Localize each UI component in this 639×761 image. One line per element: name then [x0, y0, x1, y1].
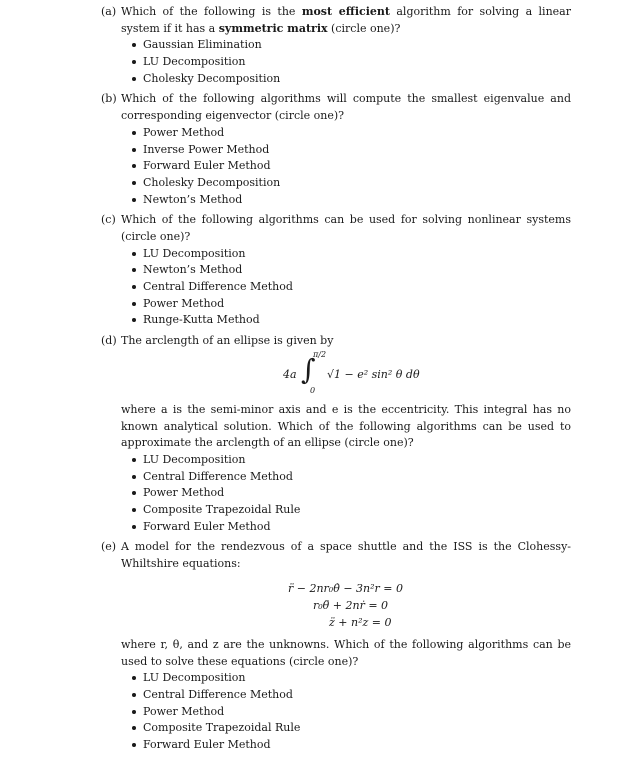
question-text-continued: where r, θ, and z are the unknowns. Which of the following algorithms can be used to solve these equations (circle one)? — [121, 637, 571, 668]
equation-system — [0, 573, 639, 637]
option-item[interactable]: LU Decomposition — [0, 670, 639, 687]
option-item[interactable]: Forward Euler Method — [0, 737, 639, 754]
option-item[interactable]: LU Decomposition — [0, 452, 639, 469]
option-item[interactable]: Gaussian Elimination — [0, 37, 639, 54]
option-item[interactable]: Power Method — [0, 296, 639, 313]
option-item[interactable]: Power Method — [0, 125, 639, 142]
option-item[interactable]: Inverse Power Method — [0, 142, 639, 159]
option-item[interactable]: Runge-Kutta Method — [0, 312, 639, 329]
option-item[interactable]: Forward Euler Method — [0, 519, 639, 536]
option-item[interactable]: Central Difference Method — [0, 279, 639, 296]
option-item[interactable]: Cholesky Decomposition — [0, 71, 639, 88]
integral-sign-icon: ∫ — [301, 352, 316, 386]
question-label: (b) — [101, 92, 117, 106]
question-text: Which of the following algorithms will compute the smallest eigenvalue and corresponding eigenvector (circle one)? — [121, 92, 571, 123]
question-label: (a) — [101, 5, 117, 18]
question-c — [0, 212, 639, 329]
exam-page — [0, 4, 639, 754]
emphasis-symmetric-matrix: symmetric matrix — [218, 21, 328, 35]
integral-lower-limit: 0 — [310, 385, 316, 395]
option-list — [0, 246, 639, 329]
question-label: (d) — [101, 334, 117, 348]
emphasis-most-efficient: most efficient — [301, 5, 390, 18]
option-item[interactable]: LU Decomposition — [0, 246, 639, 263]
question-label: (c) — [101, 213, 116, 227]
question-text: Which of the following is the most efficient algorithm for solving a linear system if it has a symmetric matrix (circle one)? — [121, 5, 571, 35]
option-item[interactable]: Composite Trapezoidal Rule — [0, 502, 639, 519]
question-b — [0, 91, 639, 208]
option-list — [0, 37, 639, 87]
equation-line: z̈ + n²z = 0 — [329, 615, 392, 629]
formula-integrand: √1 − e² sin² θ dθ — [327, 367, 420, 381]
option-item[interactable]: Composite Trapezoidal Rule — [0, 720, 639, 737]
option-item[interactable]: Central Difference Method — [0, 469, 639, 486]
integral-upper-limit: π/2 — [313, 349, 327, 359]
question-text: The arclength of an ellipse is given by — [121, 334, 334, 348]
option-list — [0, 125, 639, 208]
question-text: Which of the following algorithms can be used for solving nonlinear systems (circle one)? — [121, 213, 571, 244]
equation-line: r₀θ̈ + 2nṙ = 0 — [313, 598, 389, 612]
option-list — [0, 452, 639, 535]
question-a — [0, 4, 639, 87]
arclength-formula — [0, 350, 639, 402]
option-item[interactable]: LU Decomposition — [0, 54, 639, 71]
option-item[interactable]: Power Method — [0, 485, 639, 502]
option-item[interactable]: Power Method — [0, 704, 639, 721]
option-item[interactable]: Forward Euler Method — [0, 158, 639, 175]
question-e — [0, 539, 639, 753]
question-d — [0, 333, 639, 535]
option-item[interactable]: Newton’s Method — [0, 192, 639, 209]
question-text: A model for the rendezvous of a space shuttle and the ISS is the Clohessy-Whiltshire equations: — [121, 540, 571, 571]
option-item[interactable]: Newton’s Method — [0, 262, 639, 279]
equation-line: r̈ − 2nr₀θ̇ − 3n²r = 0 — [288, 581, 404, 595]
formula-coefficient: 4a — [283, 367, 297, 381]
question-label: (e) — [101, 540, 117, 554]
option-item[interactable]: Central Difference Method — [0, 687, 639, 704]
question-text-continued: where a is the semi-minor axis and e is the eccentricity. This integral has no known analytical solution. Which of the following algorithms can be used to approximate the arclength of an ellipse (circle one)? — [121, 402, 571, 450]
option-list — [0, 670, 639, 753]
option-item[interactable]: Cholesky Decomposition — [0, 175, 639, 192]
